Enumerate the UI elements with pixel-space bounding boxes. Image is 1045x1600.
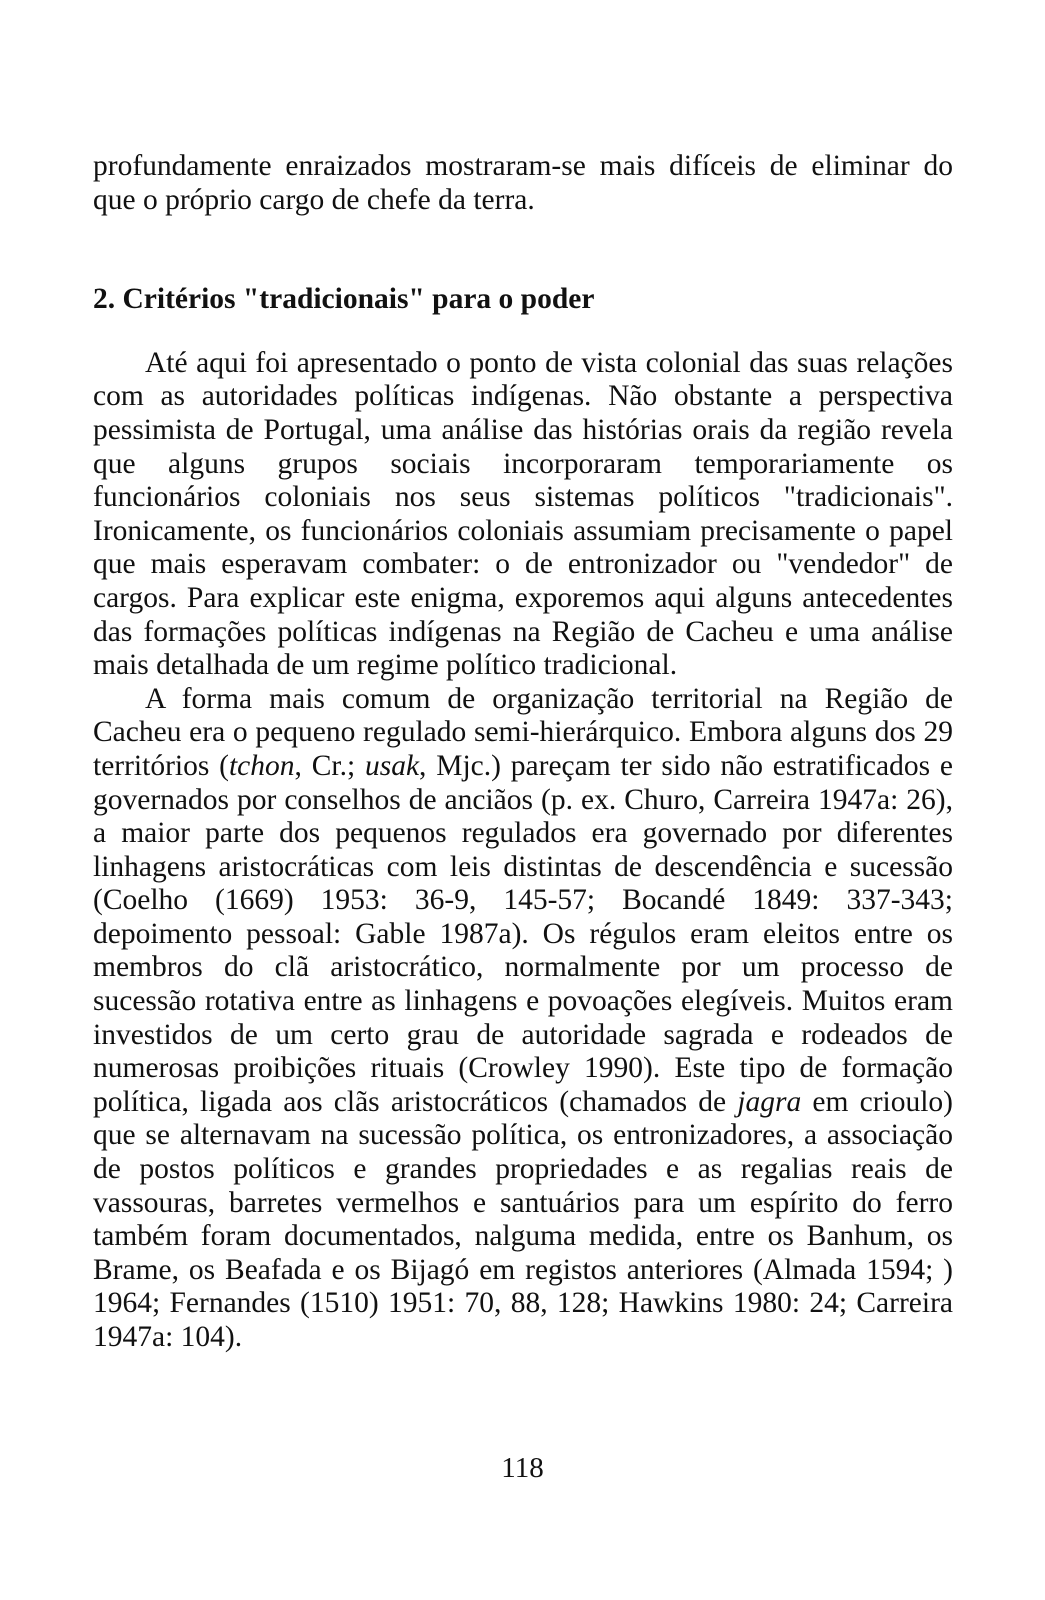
paragraph-2-part-2: , Cr.; <box>294 749 365 782</box>
intro-paragraph: profundamente enraizados mostraram-se mais difíceis de eliminar do que o próprio cargo de chefe da terra. <box>93 150 953 216</box>
page-number: 118 <box>501 1452 544 1484</box>
paragraph-2-part-1: A forma mais comum de organização territorial na Região de Cacheu era o pequeno regulado semi-hierárquico. Embora alguns dos 29 territórios ( <box>93 682 953 782</box>
term-tchon: tchon <box>228 749 295 782</box>
document-page <box>93 150 953 1355</box>
section-heading: 2. Critérios "tradicionais" para o poder <box>93 283 595 316</box>
paragraph-2-part-4: em crioulo) que se alternavam na sucessão política, os entronizadores, a associação de postos políticos e grandes propriedades e as regalias reais de vassouras, barretes vermelhos e santuários para um espírito do ferro também foram documentados, nalguma medida, entre os Banhum, os Brame, os Beafada e os Bijagó em registos anteriores (Almada 1594; ) 1964; Fernandes (1510) 1951: 70, 88, 128; Hawkins 1980: 24; Carreira 1947a: 104). <box>93 1085 953 1353</box>
paragraph-2-part-3: , Mjc.) pareçam ter sido não estratificados e governados por conselhos de anciãos (p. ex. Churo, Carreira 1947a: 26), a maior parte dos pequenos regulados era governado por diferentes linhagens aristocráticas com leis distintas de descendência e sucessão (Coelho (1669) 1953: 36-9, 145-57; Bocandé 1849: 337-343; depoimento pessoal: Gable 1987a). Os régulos eram eleitos entre os membros do clã aristocrático, normalmente por um processo de sucessão rotativa entre as linhagens e povoações elegíveis. Muitos eram investidos de um certo grau de autoridade sagrada e rodeados de numerosas proibições rituais (Crowley 1990). Este tipo de formação política, ligada aos clãs aristocráticos (chamados de <box>93 749 953 1118</box>
paragraph-1: Até aqui foi apresentado o ponto de vista colonial das suas relações com as autoridades políticas indígenas. Não obstante a perspectiva pessimista de Portugal, uma análise das histórias orais da região revela que alguns grupos sociais incorporaram temporariamente os funcionários coloniais nos seus sistemas políticos "tradicionais". Ironicamente, os funcionários coloniais assumiam precisamente o papel que mais esperavam combater: o de entronizador ou "vendedor" de cargos. Para explicar este enigma, exporemos aqui alguns antecedentes das formações políticas indígenas na Região de Cacheu e uma análise mais detalhada de um regime político tradicional. <box>93 346 953 682</box>
term-usak: usak <box>364 749 420 782</box>
paragraph-2 <box>93 683 953 1355</box>
term-jagra: jagra <box>737 1085 802 1118</box>
